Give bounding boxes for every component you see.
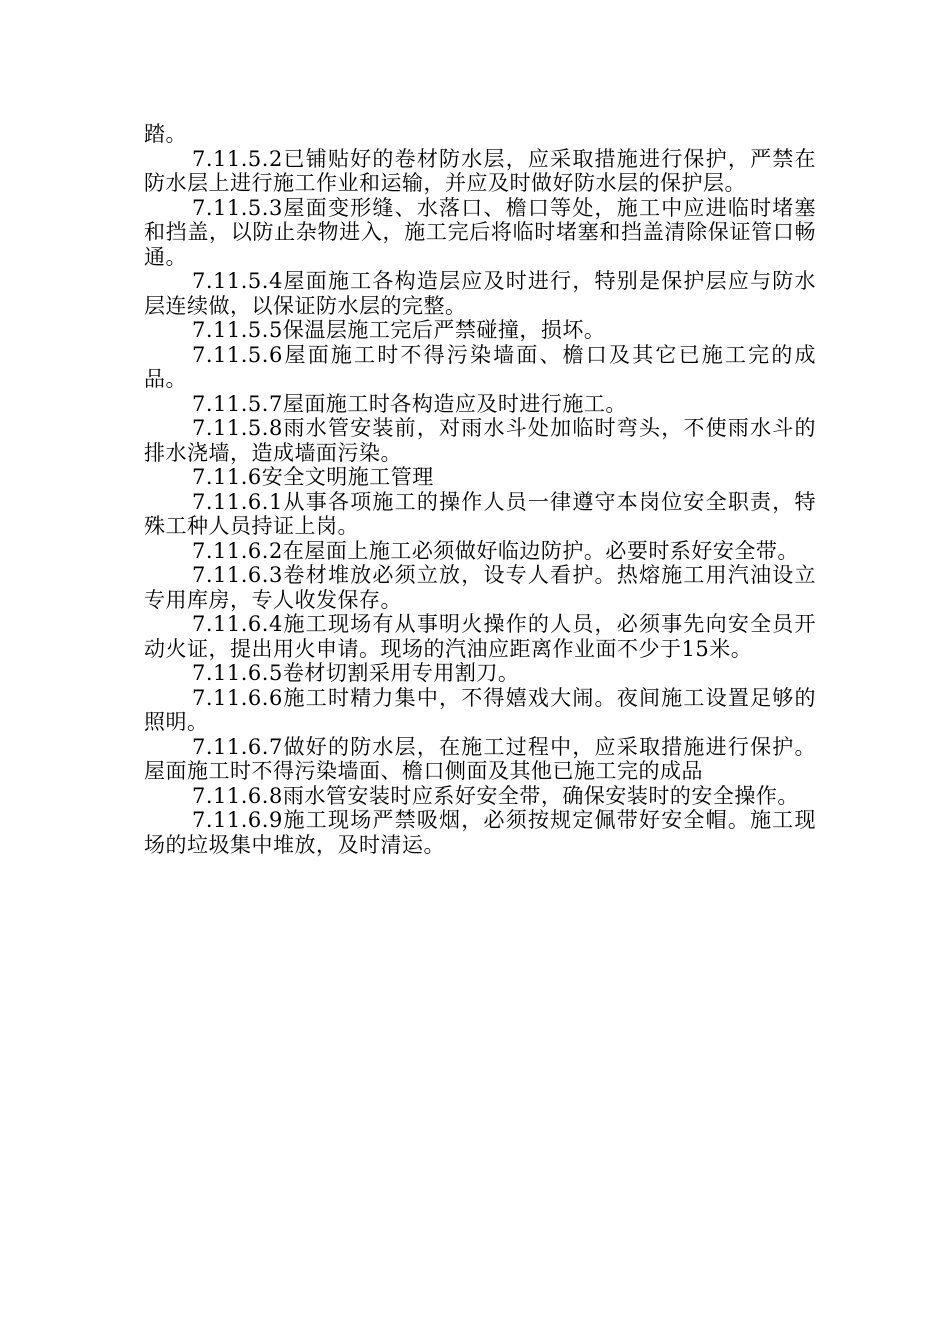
paragraph-7-11-5-2: 7.11.5.2已铺贴好的卷材防水层，应采取措施进行保护，严禁在防水层上进行施工作业和运输，并应及时做好防水层的保护层。 — [144, 146, 816, 195]
paragraph-7-11-5-5: 7.11.5.5保温层施工完后严禁碰撞，损坏。 — [192, 318, 606, 342]
paragraph-7-11-6-6: 7.11.6.6施工时精力集中，不得嬉戏大闹。夜间施工设置足够的照明。 — [144, 685, 816, 734]
paragraph-7-11-6-7: 7.11.6.7做好的防水层，在施工过程中，应采取措施进行保护。屋面施工时不得污染墙面、檐口侧面及其他已施工完的成品 — [144, 734, 816, 783]
section-heading-7-11-6: 7.11.6安全文明施工管理 — [192, 465, 434, 489]
paragraph-7-11-5-3: 7.11.5.3屋面变形缝、水落口、檐口等处，施工中应进临时堵塞和挡盖，以防止杂物进入，施工完后将临时堵塞和挡盖清除保证管口畅通。 — [144, 195, 816, 269]
paragraph-7-11-6-2: 7.11.6.2在屋面上施工必须做好临边防护。必要时系好安全带。 — [192, 538, 799, 563]
paragraph-7-11-6-3: 7.11.6.3卷材堆放必须立放，设专人看护。热熔施工用汽油设立专用库房，专人收发保存。 — [144, 563, 816, 612]
paragraph-7-11-5-6: 7.11.5.6屋面施工时不得污染墙面、檐口及其它已施工完的成品。 — [144, 342, 816, 391]
paragraph-7-11-5-8: 7.11.5.8雨水管安装前，对雨水斗处加临时弯头，不使雨水斗的排水浇墙，造成墙面污染。 — [144, 416, 816, 465]
paragraph-7-11-6-1: 7.11.6.1从事各项施工的操作人员一律遵守本岗位安全职责，特殊工种人员持证上岗。 — [144, 489, 816, 538]
paragraph-7-11-6-8: 7.11.6.8雨水管安装时应系好安全带，确保安装时的安全操作。 — [192, 783, 799, 808]
paragraph-7-11-6-5: 7.11.6.5卷材切割采用专用割刀。 — [192, 661, 520, 685]
paragraph-7-11-6-9: 7.11.6.9施工现场严禁吸烟，必须按规定佩带好安全帽。施工现场的垃圾集中堆放，及时清运。 — [144, 808, 816, 857]
paragraph-7-11-5-4: 7.11.5.4屋面施工各构造层应及时进行，特别是保护层应与防水层连续做，以保证防水层的完整。 — [144, 269, 816, 318]
document-body — [144, 122, 816, 857]
paragraph-7-11-5-7: 7.11.5.7屋面施工时各构造应及时进行施工。 — [192, 391, 627, 416]
paragraph-7-11-6-4: 7.11.6.4施工现场有从事明火操作的人员，必须事先向安全员开动火证，提出用火申请。现场的汽油应距离作业面不少于15米。 — [144, 612, 816, 661]
paragraph-continuation: 踏。 — [144, 122, 187, 146]
